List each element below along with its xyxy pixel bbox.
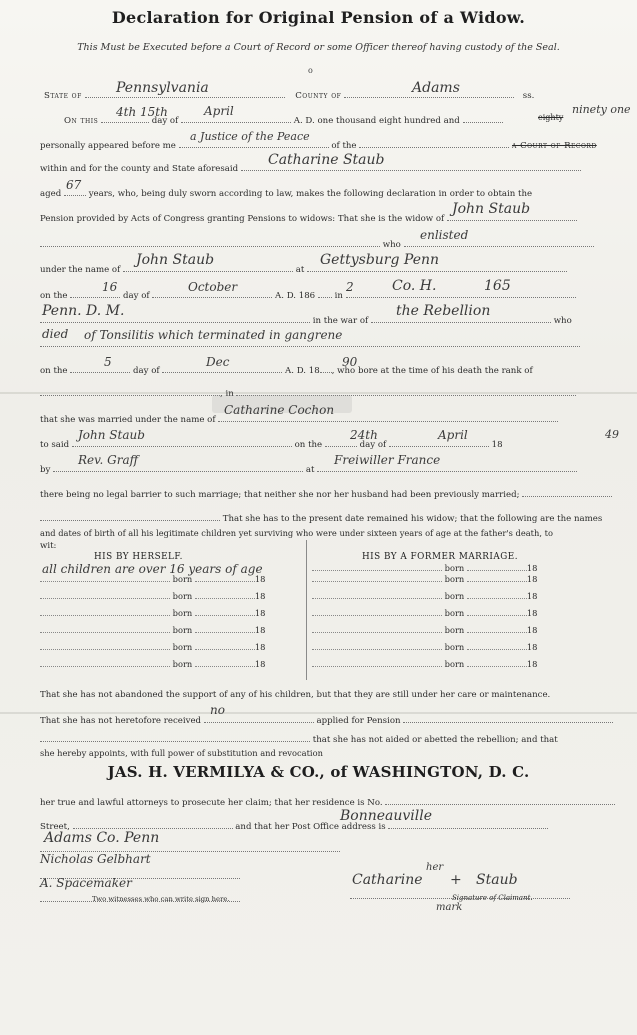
war-line: in the war of who	[40, 312, 572, 327]
born-label: born	[444, 659, 465, 669]
year-prefix: 18	[254, 608, 266, 618]
residence-line: her true and lawful attorneys to prosecute her claim; that her residence is No.	[40, 794, 615, 809]
officiant-value: Rev. Graff	[78, 453, 139, 467]
year-prefix: 18	[526, 574, 538, 584]
pension-received-value: no	[210, 703, 225, 717]
year-prefix: 18	[254, 642, 266, 652]
children-column-divider	[306, 540, 307, 680]
child-row	[312, 590, 537, 601]
death-day-value: 5	[104, 355, 112, 369]
appoints-line: she hereby appoints, with full power of substitution and revocation	[40, 748, 323, 758]
post-office-line: Street, and that her Post Office address is	[40, 818, 548, 833]
child-row	[40, 573, 265, 584]
child-row	[40, 607, 265, 618]
enlist-year-digit: 2	[346, 280, 354, 294]
witness-two-signature: A. Spacemaker	[40, 876, 132, 890]
enlist-place-value: Gettysburg Penn	[320, 252, 440, 268]
husband-value: John Staub	[452, 201, 531, 217]
enlisted-value: enlisted	[420, 228, 469, 242]
claimant-label: Signature of Claimant.	[452, 894, 533, 902]
enlist-name-line: under the name of at	[40, 261, 567, 276]
unit-value: Penn. D. M.	[42, 303, 125, 319]
month-value: April	[204, 104, 234, 118]
enlist-day-value: 16	[102, 280, 118, 294]
court-struck: a Court of Record	[512, 141, 597, 151]
death-year-value: 90	[342, 355, 358, 369]
cause-of-death-value: of Tonsilitis which terminated in gangrene	[84, 328, 343, 342]
child-row	[312, 624, 537, 635]
year-prefix: 18	[526, 591, 538, 601]
year-prefix: 18	[526, 625, 538, 635]
age-value: 67	[66, 178, 82, 192]
child-row	[312, 641, 537, 652]
born-label: born	[172, 574, 193, 584]
document-title: Declaration for Original Pension of a Widow.	[111, 8, 526, 27]
children-left-header: HIS BY HERSELF.	[94, 552, 183, 562]
claimant-mark-x: +	[450, 872, 462, 888]
marriage-day-value: 24th	[350, 428, 378, 442]
child-row	[312, 658, 537, 669]
remained-widow-line: That she has to the present date remained his widow; that the following are the names	[40, 510, 602, 525]
not-received-line: That she has not heretofore received applied for Pension	[40, 712, 613, 727]
death-month-value: Dec	[206, 355, 230, 369]
claimant-signature-first: Catharine	[352, 872, 423, 888]
child-row	[312, 573, 537, 584]
year-prefix: 18	[254, 625, 266, 635]
marriage-date-line: to said on the day of 18	[40, 436, 503, 451]
county-address-value: Adams Co. Penn	[44, 830, 160, 846]
year-prefix: 18	[526, 659, 538, 669]
maiden-name-line: that she was married under the name of	[40, 411, 558, 426]
document-subtitle: This Must be Executed before a Court of Record or some Officer thereof having custody of the Seal.	[77, 42, 560, 53]
enlist-month-value: October	[188, 280, 238, 294]
claimant-mark-word: mark	[436, 902, 463, 913]
ornament: o	[308, 66, 313, 75]
aged-line: aged years, who, being duly sworn according to law, makes the following declaration in order to obtain the	[40, 185, 532, 200]
year-prefix: 18	[254, 659, 266, 669]
marriage-year-value: 49	[605, 428, 619, 441]
born-label: born	[172, 642, 193, 652]
ss-label: ss.	[522, 91, 535, 101]
claimant-her: her	[426, 862, 444, 873]
not-aided-line: that she has not aided or abetted the rebellion; and that	[40, 731, 558, 746]
claimant-signature-surname: Staub	[476, 872, 518, 888]
witness-label: Two witnesses who can write sign here.	[92, 895, 230, 903]
year-prefix: 18	[526, 608, 538, 618]
appeared-line: personally appeared before me of the a Court of Record	[40, 137, 597, 152]
county-label: County of	[295, 91, 342, 101]
officiant-line: by at	[40, 461, 577, 476]
year-prefix: 18	[526, 642, 538, 652]
state-label: State of	[44, 91, 82, 101]
child-row	[312, 607, 537, 618]
not-abandoned-line: That she has not abandoned the support of any of his children, but that they are still under her care or maintenance.	[40, 690, 551, 700]
child-row	[40, 658, 265, 669]
child-row	[40, 590, 265, 601]
marriage-month-value: April	[438, 428, 468, 442]
year-prefix: 18	[254, 591, 266, 601]
children-note-value: all children are over 16 years of age	[42, 562, 263, 576]
enlisted-line: who	[40, 236, 594, 251]
county-value: Adams	[412, 80, 460, 96]
born-label: born	[444, 608, 465, 618]
enlist-name-value: John Staub	[136, 252, 215, 268]
war-value: the Rebellion	[396, 303, 491, 319]
day-value: 4th 15th	[116, 105, 168, 119]
within-line: within and for the county and State aforesaid	[40, 160, 581, 175]
state-value: Pennsylvania	[116, 80, 209, 96]
born-label: born	[172, 625, 193, 635]
regiment-value: 165	[484, 278, 511, 294]
born-label: born	[444, 574, 465, 584]
death-date-line: on the day of A. D. 18 , who bore at the time of his death the rank of	[40, 362, 533, 377]
attorney-firm: JAS. H. VERMILYA & CO., of WASHINGTON, D. C.	[107, 763, 530, 781]
widow-of-line: Pension provided by Acts of Congress granting Pensions to widows: That she is the widow of	[40, 210, 577, 225]
enlist-date-line: on the day of A. D. 186 in	[40, 287, 576, 302]
born-label: born	[172, 591, 193, 601]
born-label: born	[172, 608, 193, 618]
maiden-name-value: Catharine Cochon	[224, 403, 335, 417]
marriage-place-value: Freiwiller France	[334, 453, 441, 467]
child-row	[40, 641, 265, 652]
rank-line: , in	[40, 385, 576, 400]
post-office-value: Bonneauville	[340, 808, 433, 824]
eighty-struck: eighty	[538, 113, 564, 122]
year-prefix: 18	[526, 563, 538, 573]
child-row	[40, 624, 265, 635]
born-label: born	[444, 591, 465, 601]
died-value: died	[42, 327, 69, 341]
year-words-value: ninety one	[572, 103, 631, 116]
witness-one-signature: Nicholas Gelbhart	[40, 852, 151, 866]
marriage-spouse-value: John Staub	[78, 428, 145, 442]
child-row	[312, 562, 537, 573]
no-barrier-line: there being no legal barrier to such marriage; that neither she nor her husband had been previously married;	[40, 486, 612, 501]
born-label: born	[444, 563, 465, 573]
born-label: born	[444, 642, 465, 652]
claimant-name-value: Catharine Staub	[268, 152, 385, 168]
born-label: born	[172, 659, 193, 669]
children-dates-line: and dates of birth of all his legitimate children yet surviving who were under sixteen years of age at the father's death, to	[40, 528, 553, 538]
date-line: On this day of A. D. one thousand eight hundred and	[64, 112, 503, 127]
officer-value: a Justice of the Peace	[190, 130, 310, 143]
born-label: born	[444, 625, 465, 635]
wit-line: wit:	[40, 541, 57, 551]
company-value: Co. H.	[392, 278, 437, 294]
year-prefix: 18	[254, 574, 266, 584]
children-right-header: HIS BY A FORMER MARRIAGE.	[362, 552, 518, 562]
